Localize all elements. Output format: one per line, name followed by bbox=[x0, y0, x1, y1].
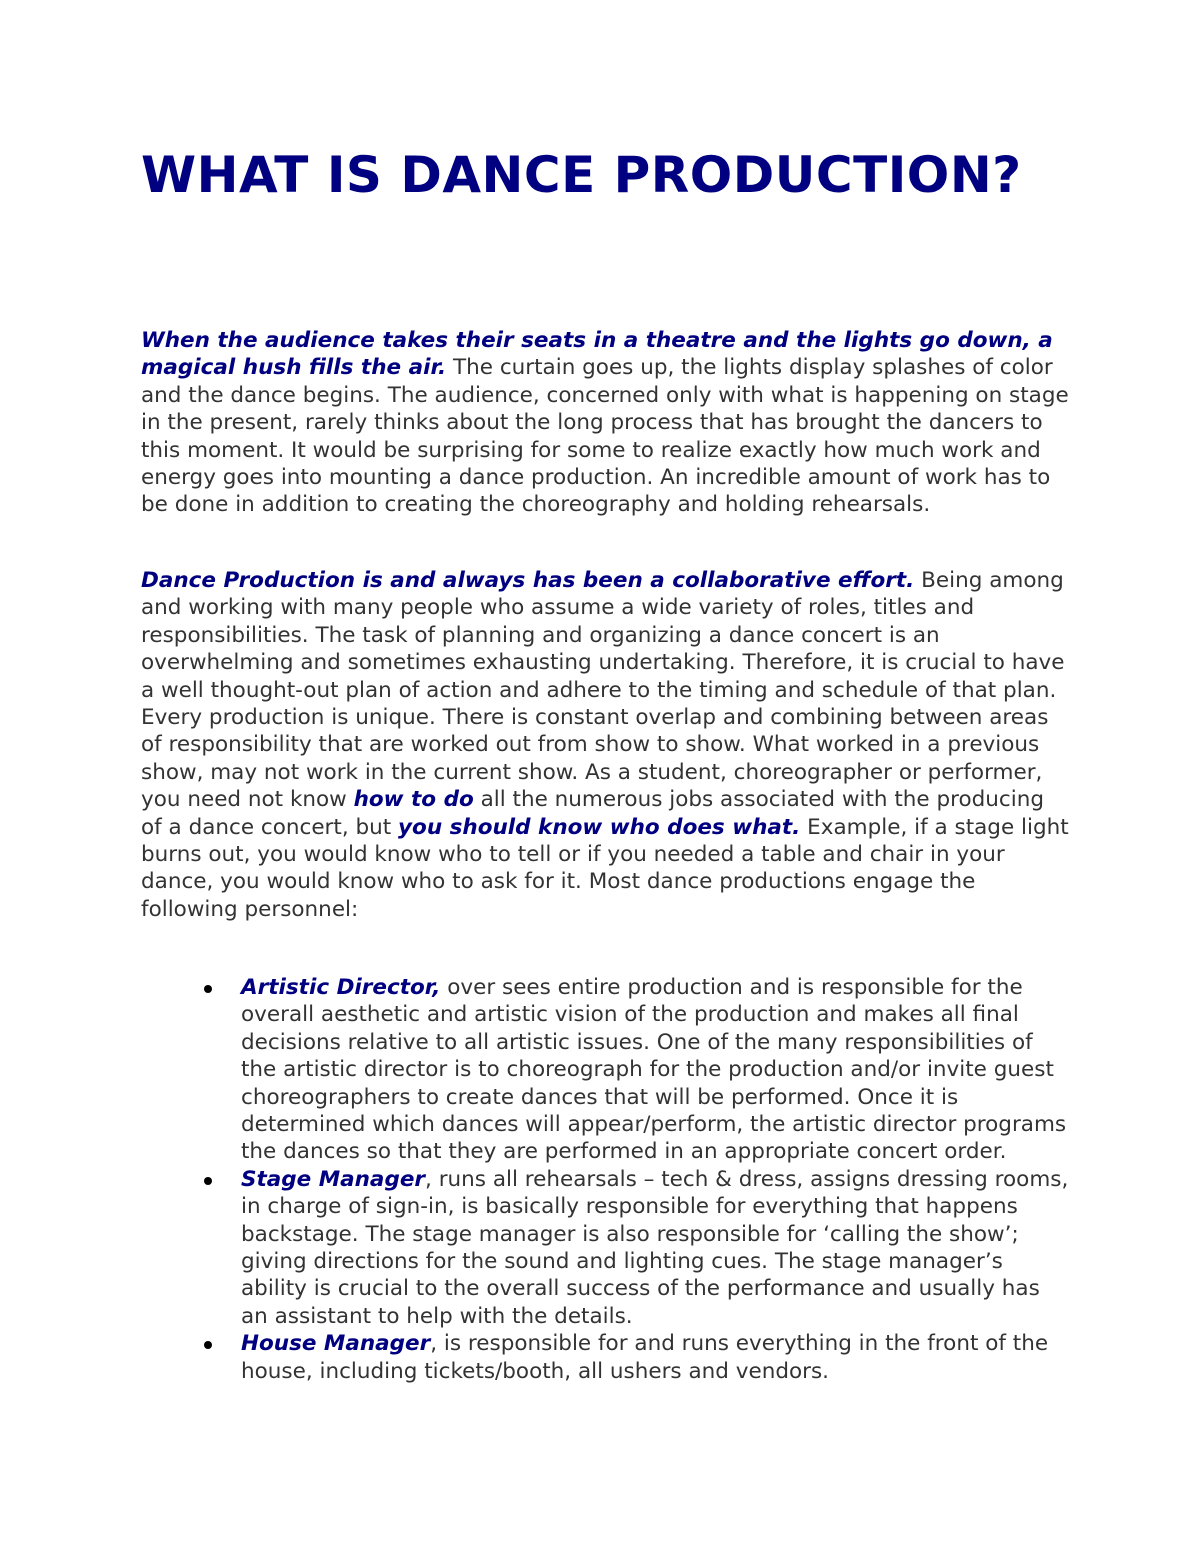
role-description: , is responsible for and runs everything in the front of the house, including tickets/booth, all ushers and vendors. bbox=[241, 1331, 1049, 1384]
bullet-icon bbox=[204, 1177, 212, 1185]
intro-body: The curtain goes up, the lights display splashes of color and the dance begins. The audience, concerned only with what is happening on stage in the present, rarely thinks about the long process that has brought the dancers to this moment. It would be surprising for some to realize exactly how much work and energy goes into mounting a dance production. An incredible amount of work has to be done in addition to creating the choreography and holding rehearsals. bbox=[141, 355, 1069, 518]
role-description: over sees entire production and is responsible for the overall aesthetic and artistic vision of the production and makes all final decisions relative to all artistic issues. One of the many responsibilities of the artistic director is to choreograph for the production and/or invite guest choreographers to create dances that will be performed. Once it is determined which dances will appear/perform, the artistic director programs the dances so that they are performed in an appropriate concert order. bbox=[241, 975, 1067, 1165]
collaboration-lead: Dance Production is and always has been a collaborative effort. bbox=[141, 568, 915, 593]
bullet-icon bbox=[204, 985, 212, 993]
role-description: , runs all rehearsals – tech & dress, assigns dressing rooms, in charge of sign-in, is basically responsible for everything that happens backstage. The stage manager is also responsible for ‘calling the show’; giving directions for the sound and lighting cues. The stage manager’s ability is crucial to the overall success of the performance and usually has an assistant to help with the details. bbox=[241, 1166, 1069, 1329]
role-name: Stage Manager bbox=[241, 1166, 426, 1192]
collaboration-body-1: Being among and working with many people who assume a wide variety of roles, titles and responsibilities. The task of planning and organizing a dance concert is an overwhelming and sometimes exhausting undertaking. Therefore, it is crucial to have a well thought-out plan of action and adhere to the timing and schedule of that plan. Every production is unique. There is constant overlap and combining between areas of responsibility that are worked out from show to show. What worked in a previous show, may not work in the current show. As a student, choreographer or performer, you need not know bbox=[141, 568, 1065, 813]
document-page bbox=[141, 142, 1071, 1384]
bullet-icon bbox=[204, 1341, 212, 1349]
page-title: WHAT IS DANCE PRODUCTION? bbox=[141, 146, 1022, 204]
role-name: Artistic Director, bbox=[241, 975, 441, 1000]
list-item bbox=[241, 1330, 1071, 1385]
emphasis-how-to-do: how to do bbox=[353, 787, 474, 813]
list-item bbox=[241, 1166, 1071, 1330]
role-name: House Manager bbox=[241, 1331, 431, 1357]
emphasis-who-does-what: you should know who does what. bbox=[398, 814, 801, 840]
collaboration-body-2: all the numerous jobs associated with the producing of a dance concert, but bbox=[141, 787, 1044, 840]
collaboration-body-3: Example, if a stage light burns out, you would know who to tell or if you needed a table and chair in your dance, you would know who to ask for it. Most dance productions engage the following personnel: bbox=[141, 814, 1069, 922]
list-item bbox=[241, 974, 1071, 1166]
collaboration-paragraph bbox=[141, 567, 1071, 923]
intro-lead: When the audience takes their seats in a theatre and the lights go down, a magical hush fills the air. bbox=[141, 328, 1053, 381]
intro-paragraph bbox=[141, 327, 1071, 519]
personnel-list bbox=[141, 974, 1071, 1385]
